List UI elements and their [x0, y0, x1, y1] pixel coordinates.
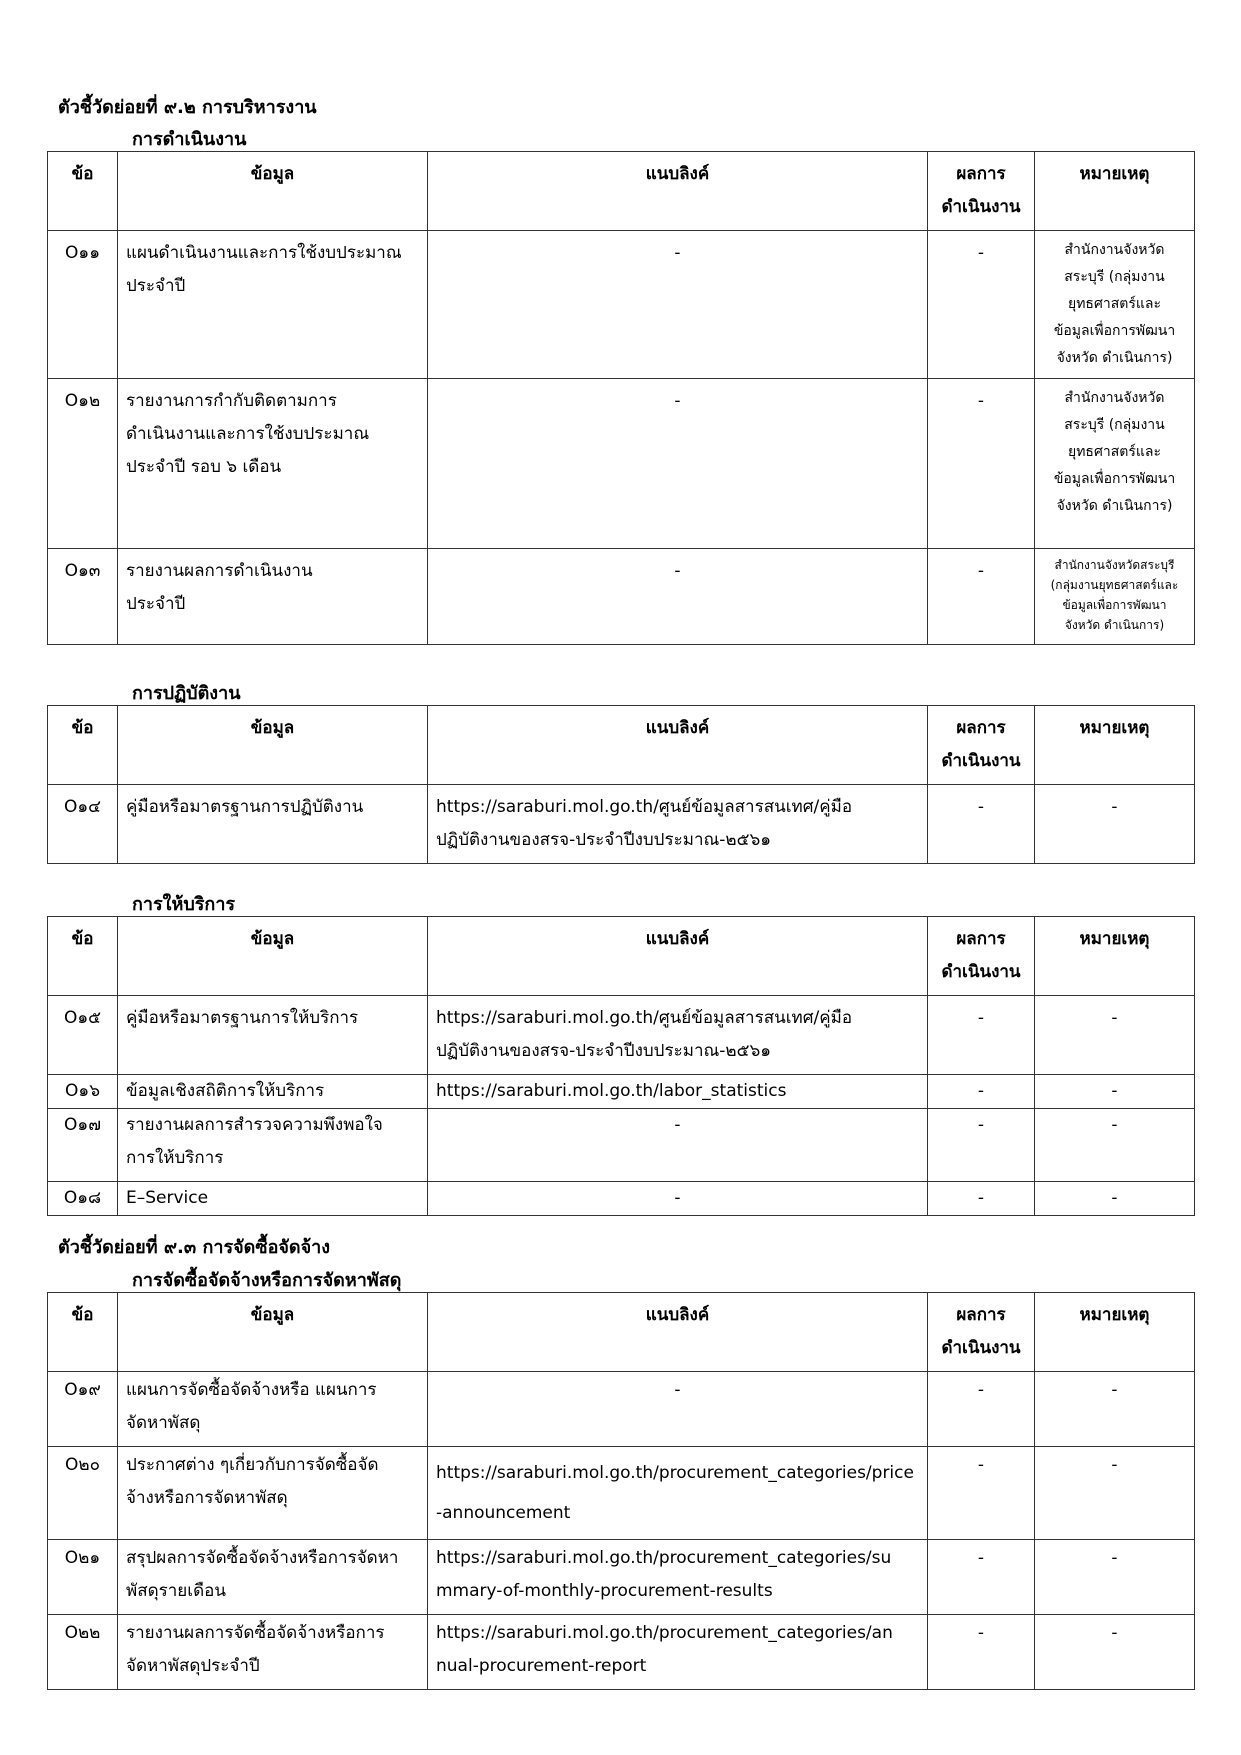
row-result: -	[928, 785, 1035, 864]
table-row	[48, 785, 1195, 864]
row-info: รายงานผลการสำรวจความพึงพอใจ การให้บริการ	[118, 1109, 428, 1182]
row-link: https://saraburi.mol.go.th/procurement_categories/an nual-procurement-report	[428, 1615, 928, 1690]
row-link: -	[428, 379, 928, 549]
col-result-header: ผลการ ดำเนินงาน	[928, 706, 1035, 785]
row-number: O๑๒	[48, 379, 118, 549]
table-row	[48, 1372, 1195, 1447]
row-note: -	[1035, 1372, 1195, 1447]
col-note-header: หมายเหตุ	[1035, 706, 1195, 785]
row-number: O๒๑	[48, 1540, 118, 1615]
row-note: สำนักงานจังหวัด สระบุรี (กลุ่มงาน ยุทธศาสตร์และ ข้อมูลเพื่อการพัฒนา จังหวัด ดำเนินการ)	[1035, 231, 1195, 379]
table-row	[48, 549, 1195, 645]
procurement-table	[47, 1292, 1195, 1690]
row-note: -	[1035, 1540, 1195, 1615]
row-info: แผนการจัดซื้อจัดจ้างหรือ แผนการ จัดหาพัสดุ	[118, 1372, 428, 1447]
table-row	[48, 379, 1195, 549]
col-result-header: ผลการ ดำเนินงาน	[928, 152, 1035, 231]
row-info: คู่มือหรือมาตรฐานการให้บริการ	[118, 996, 428, 1075]
col-note-header: หมายเหตุ	[1035, 1293, 1195, 1372]
table-row	[48, 1540, 1195, 1615]
table-header-row	[48, 1293, 1195, 1372]
row-number: O๑๓	[48, 549, 118, 645]
row-result: -	[928, 1615, 1035, 1690]
row-link: https://saraburi.mol.go.th/procurement_categories/su mmary-of-monthly-procurement-results	[428, 1540, 928, 1615]
section-service-heading: การให้บริการ	[132, 894, 236, 915]
row-info: แผนดำเนินงานและการใช้งบประมาณ ประจำปี	[118, 231, 428, 379]
col-no-header: ข้อ	[48, 1293, 118, 1372]
row-link: https://saraburi.mol.go.th/labor_statistics	[428, 1075, 928, 1109]
col-result-header: ผลการ ดำเนินงาน	[928, 917, 1035, 996]
row-link: -	[428, 1109, 928, 1182]
table-row	[48, 996, 1195, 1075]
table-header-row	[48, 917, 1195, 996]
table-header-row	[48, 706, 1195, 785]
row-link: -	[428, 231, 928, 379]
col-no-header: ข้อ	[48, 706, 118, 785]
col-link-header: แนบลิงค์	[428, 152, 928, 231]
row-number: O๑๗	[48, 1109, 118, 1182]
col-link-header: แนบลิงค์	[428, 1293, 928, 1372]
col-link-header: แนบลิงค์	[428, 706, 928, 785]
table-header-row	[48, 152, 1195, 231]
col-link-header: แนบลิงค์	[428, 917, 928, 996]
practice-table	[47, 705, 1195, 864]
row-link: https://saraburi.mol.go.th/ศูนย์ข้อมูลสารสนเทศ/คู่มือ ปฏิบัติงานของสรจ-ประจำปีงบประมาณ-๒๕๖๑	[428, 996, 928, 1075]
col-note-header: หมายเหตุ	[1035, 152, 1195, 231]
row-number: O๑๔	[48, 785, 118, 864]
col-info-header: ข้อมูล	[118, 706, 428, 785]
row-number: O๒๒	[48, 1615, 118, 1690]
row-link: https://saraburi.mol.go.th/ศูนย์ข้อมูลสารสนเทศ/คู่มือ ปฏิบัติงานของสรจ-ประจำปีงบประมาณ-๒๕๖๑	[428, 785, 928, 864]
row-result: -	[928, 549, 1035, 645]
row-result: -	[928, 1447, 1035, 1540]
row-number: O๑๘	[48, 1182, 118, 1216]
row-note: สำนักงานจังหวัด สระบุรี (กลุ่มงาน ยุทธศาสตร์และ ข้อมูลเพื่อการพัฒนา จังหวัด ดำเนินการ)	[1035, 379, 1195, 549]
table-row	[48, 231, 1195, 379]
col-result-header: ผลการ ดำเนินงาน	[928, 1293, 1035, 1372]
row-result: -	[928, 1372, 1035, 1447]
row-link: -	[428, 549, 928, 645]
col-no-header: ข้อ	[48, 917, 118, 996]
subindicator-9-2-heading: ตัวชี้วัดย่อยที่ ๙.๒ การบริหารงาน	[58, 97, 317, 118]
row-note: -	[1035, 1075, 1195, 1109]
row-link: -	[428, 1372, 928, 1447]
table-row	[48, 1447, 1195, 1540]
row-number: O๑๙	[48, 1372, 118, 1447]
row-info: E–Service	[118, 1182, 428, 1216]
row-result: -	[928, 1540, 1035, 1615]
subindicator-9-3-heading: ตัวชี้วัดย่อยที่ ๙.๓ การจัดซื้อจัดจ้าง	[58, 1237, 331, 1258]
table-row	[48, 1615, 1195, 1690]
row-note: -	[1035, 996, 1195, 1075]
section-practice-heading: การปฏิบัติงาน	[132, 683, 241, 704]
col-info-header: ข้อมูล	[118, 1293, 428, 1372]
row-note: -	[1035, 785, 1195, 864]
row-link: https://saraburi.mol.go.th/procurement_categories/price -announcement	[428, 1447, 928, 1540]
row-number: O๒๐	[48, 1447, 118, 1540]
row-info: รายงานผลการดำเนินงาน ประจำปี	[118, 549, 428, 645]
row-info: รายงานการกำกับติดตามการ ดำเนินงานและการใช้งบประมาณ ประจำปี รอบ ๖ เดือน	[118, 379, 428, 549]
row-result: -	[928, 231, 1035, 379]
col-no-header: ข้อ	[48, 152, 118, 231]
row-note: สำนักงานจังหวัดสระบุรี (กลุ่มงานยุทธศาสตร์และ ข้อมูลเพื่อการพัฒนา จังหวัด ดำเนินการ)	[1035, 549, 1195, 645]
row-number: O๑๖	[48, 1075, 118, 1109]
row-info: คู่มือหรือมาตรฐานการปฏิบัติงาน	[118, 785, 428, 864]
operation-table	[47, 151, 1195, 645]
row-info: ประกาศต่าง ๆเกี่ยวกับการจัดซื้อจัด จ้างหรือการจัดหาพัสดุ	[118, 1447, 428, 1540]
service-table	[47, 916, 1195, 1216]
row-info: ข้อมูลเชิงสถิติการให้บริการ	[118, 1075, 428, 1109]
row-info: รายงานผลการจัดซื้อจัดจ้างหรือการ จัดหาพัสดุประจำปี	[118, 1615, 428, 1690]
col-info-header: ข้อมูล	[118, 152, 428, 231]
col-note-header: หมายเหตุ	[1035, 917, 1195, 996]
section-operation-heading: การดำเนินงาน	[132, 129, 247, 150]
row-number: O๑๑	[48, 231, 118, 379]
table-row	[48, 1075, 1195, 1109]
row-result: -	[928, 1109, 1035, 1182]
row-note: -	[1035, 1615, 1195, 1690]
row-result: -	[928, 1182, 1035, 1216]
col-info-header: ข้อมูล	[118, 917, 428, 996]
row-note: -	[1035, 1447, 1195, 1540]
table-row	[48, 1109, 1195, 1182]
row-result: -	[928, 379, 1035, 549]
table-row	[48, 1182, 1195, 1216]
row-link: -	[428, 1182, 928, 1216]
row-note: -	[1035, 1109, 1195, 1182]
row-info: สรุปผลการจัดซื้อจัดจ้างหรือการจัดหา พัสดุรายเดือน	[118, 1540, 428, 1615]
section-procurement-heading: การจัดซื้อจัดจ้างหรือการจัดหาพัสดุ	[132, 1270, 402, 1291]
row-note: -	[1035, 1182, 1195, 1216]
row-number: O๑๕	[48, 996, 118, 1075]
row-result: -	[928, 1075, 1035, 1109]
row-result: -	[928, 996, 1035, 1075]
